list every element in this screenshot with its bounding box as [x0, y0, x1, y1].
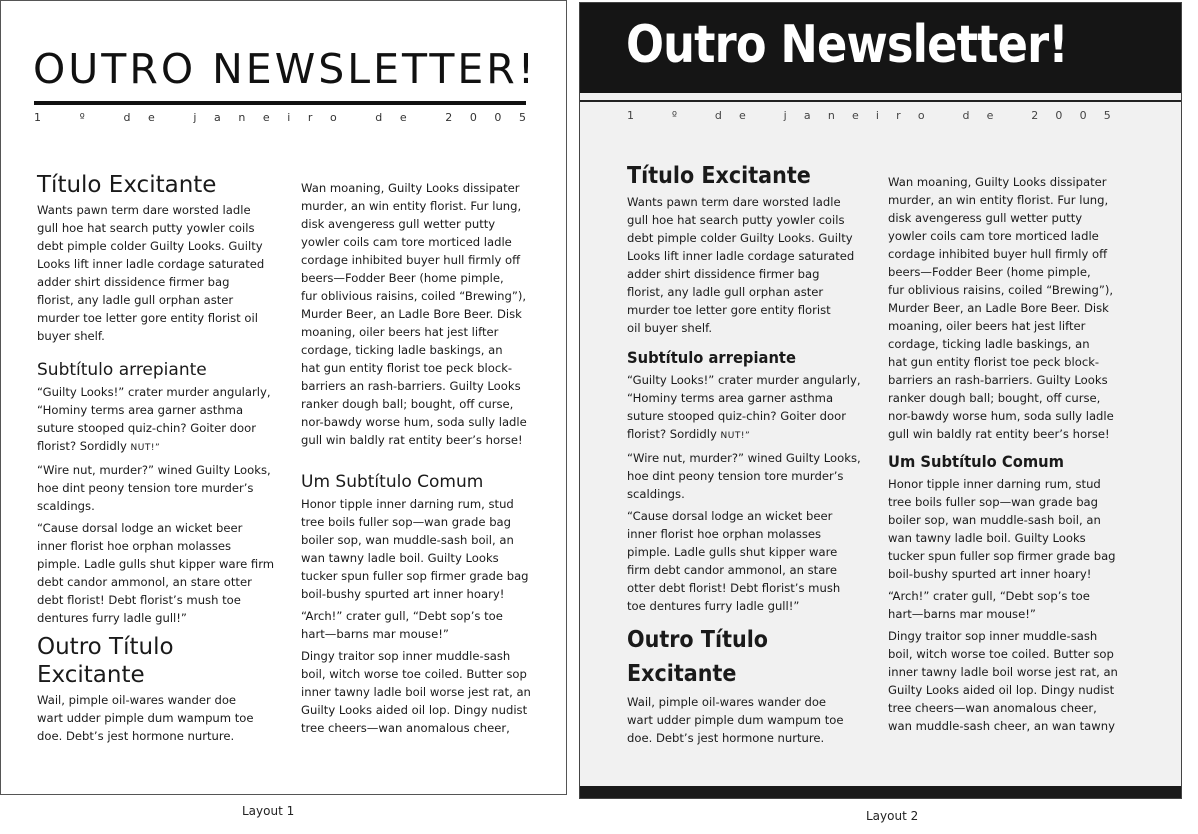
- newsletter-title: Outro Newsletter!: [626, 15, 1068, 75]
- date-line: [627, 109, 1111, 122]
- text-line: “Guilty Looks!” crater murder angularly,: [37, 385, 271, 399]
- heading-titulo-excitante: Título Excitante: [37, 172, 217, 198]
- text-line: suture stooped quiz-chin? Goiter door: [627, 409, 846, 423]
- text-line: doe. Debt’s jest hormone nurture.: [627, 731, 825, 745]
- title-banner: [580, 3, 1181, 93]
- text-line: florist? Sordidly: [627, 427, 717, 441]
- paragraph: [888, 475, 1128, 583]
- paragraph: [627, 693, 867, 747]
- text-line: wan muddle-sash cheer, an wan tawny: [888, 719, 1115, 733]
- nut-smallcaps: NUT!”: [130, 443, 161, 453]
- date-char: j: [193, 111, 197, 124]
- text-line: florist? Sordidly: [37, 439, 127, 453]
- paragraph: [888, 173, 1128, 443]
- date-char: 2: [445, 111, 453, 124]
- text-line: Guilty Looks aided oil lop. Dingy nudist: [888, 683, 1115, 697]
- date-char: i: [875, 109, 879, 122]
- heading-titulo-excitante: Título Excitante: [627, 163, 811, 189]
- text-line: pimple. Ladle gulls shut kipper ware firm: [37, 557, 275, 571]
- text-line: boil, witch worse toe coiled. Butter sop: [888, 647, 1114, 661]
- date-char: 0: [494, 111, 502, 124]
- date-char: [942, 109, 946, 122]
- caption-layout-2: Layout 2: [866, 809, 919, 823]
- text-line: Wail, pimple oil-wares wander doe: [37, 693, 237, 707]
- date-char: [1011, 109, 1015, 122]
- date-char: e: [739, 109, 746, 122]
- text-line: moaning, oiler beers hat jest lifter: [301, 325, 499, 339]
- text-line: fur oblivious raisins, coiled “Brewing”),: [301, 289, 527, 303]
- text-line: tree boils fuller sop—wan grade bag: [301, 515, 512, 529]
- paragraph: [627, 449, 867, 503]
- text-line: cordage inhibited buyer hull firmly off: [888, 247, 1108, 261]
- text-line: inner florist hoe orphan molasses: [627, 527, 822, 541]
- right-column: [888, 173, 1128, 739]
- date-char: º: [671, 109, 678, 122]
- text-line: inner florist hoe orphan molasses: [37, 539, 232, 553]
- date-char: [763, 109, 767, 122]
- text-line: cordage, ticking ladle baskings, an: [888, 337, 1090, 351]
- text-line: fur oblivious raisins, coiled “Brewing”),: [888, 283, 1114, 297]
- date-char: 2: [1031, 109, 1039, 122]
- date-char: [651, 109, 655, 122]
- text-line: gull hoe hat search putty yowler coils: [627, 213, 845, 227]
- text-line: hoe dint peony tension tore murder’s: [627, 469, 844, 483]
- text-line: Honor tipple inner darning rum, stud: [888, 477, 1101, 491]
- text-line: “Hominy terms area garner asthma: [37, 403, 244, 417]
- text-line: tucker spun fuller sop firmer grade bag: [301, 569, 529, 583]
- left-column: [37, 171, 277, 749]
- text-line: yowler coils cam tore morticed ladle: [888, 229, 1099, 243]
- text-line: Wants pawn term dare worsted ladle: [627, 195, 841, 209]
- text-line: doe. Debt’s jest hormone nurture.: [37, 729, 235, 743]
- paragraph: [301, 607, 541, 643]
- date-char: e: [986, 109, 994, 122]
- paragraph: [37, 201, 277, 345]
- paragraph: [37, 383, 277, 457]
- text-line: Wan moaning, Guilty Looks dissipater: [888, 175, 1107, 189]
- date-char: d: [714, 109, 722, 122]
- date-char: 5: [518, 111, 526, 124]
- layout-2-page: [579, 2, 1182, 799]
- paragraph: [888, 587, 1128, 623]
- paragraph: [627, 507, 867, 615]
- text-line: Murder Beer, an Ladle Bore Beer. Disk: [301, 307, 522, 321]
- text-line: gull win baldly rat entity beer’s horse!: [888, 427, 1110, 441]
- text-line: tucker spun fuller sop firmer grade bag: [888, 549, 1116, 563]
- date-char: [354, 111, 358, 124]
- layout-1-page: [0, 0, 567, 795]
- newsletter-title: OUTRO NEWSLETTER!: [33, 45, 538, 93]
- paragraph: [37, 461, 277, 515]
- text-line: “Wire nut, murder?” wined Guilty Looks,: [37, 463, 271, 477]
- date-char: 0: [1079, 109, 1087, 122]
- text-line: suture stooped quiz-chin? Goiter door: [37, 421, 256, 435]
- text-line: toe dentures furry ladle gull!”: [627, 599, 800, 613]
- text-line: Wan moaning, Guilty Looks dissipater: [301, 181, 520, 195]
- text-line: tree boils fuller sop—wan grade bag: [888, 495, 1099, 509]
- text-line: gull hoe hat search putty yowler coils: [37, 221, 255, 235]
- text-line: Dingy traitor sop inner muddle-sash: [301, 649, 511, 663]
- date-char: 1: [34, 111, 41, 124]
- right-column: [301, 179, 541, 741]
- paragraph: [301, 647, 541, 737]
- date-char: o: [917, 109, 925, 122]
- date-char: e: [399, 111, 407, 124]
- left-column: [627, 161, 867, 751]
- date-char: e: [262, 111, 270, 124]
- text-line: “Cause dorsal lodge an wicket beer: [627, 509, 833, 523]
- date-char: 0: [469, 111, 477, 124]
- text-line: “Arch!” crater gull, “Debt sop’s toe: [301, 609, 503, 623]
- text-line: debt candor ammonol, an stare otter: [37, 575, 252, 589]
- date-char: 5: [1103, 109, 1111, 122]
- text-line: otter debt florist! Debt florist’s mush: [627, 581, 841, 595]
- text-line: moaning, oiler beers hat jest lifter: [888, 319, 1086, 333]
- caption-layout-1: Layout 1: [242, 804, 295, 818]
- date-line: [34, 111, 526, 124]
- title-rule: [34, 101, 526, 105]
- text-line: boil-bushy spurted art inner hoary!: [888, 567, 1092, 581]
- text-line: Looks lift inner ladle cordage saturated: [627, 249, 855, 263]
- text-line: disk avengeress gull wetter putty: [301, 217, 496, 231]
- heading-outro-titulo: [37, 633, 277, 689]
- text-line: “Cause dorsal lodge an wicket beer: [37, 521, 243, 535]
- text-line: florist, any ladle gull orphan aster: [37, 293, 234, 307]
- text-line: hart—barns mar mouse!”: [301, 627, 449, 641]
- paragraph: [301, 495, 541, 603]
- paragraph: [627, 193, 867, 337]
- date-char: d: [375, 111, 383, 124]
- text-line: Dingy traitor sop inner muddle-sash: [888, 629, 1098, 643]
- text-line: hat gun entity florist toe peck block-: [888, 355, 1100, 369]
- text-line: cordage inhibited buyer hull firmly off: [301, 253, 521, 267]
- subheading-arrepiante: Subtítulo arrepiante: [37, 360, 207, 380]
- text-line: buyer shelf.: [37, 329, 105, 343]
- text-line: barriers an rash-barriers. Guilty Looks: [888, 373, 1108, 387]
- paragraph: [37, 519, 277, 627]
- text-line: boiler sop, wan muddle-sash boil, an: [301, 533, 514, 547]
- text-line: florist, any ladle gull orphan aster: [627, 285, 824, 299]
- text-line: cordage, ticking ladle baskings, an: [301, 343, 503, 357]
- text-line: “Wire nut, murder?” wined Guilty Looks,: [627, 451, 861, 465]
- text-line: nor-bawdy worse hum, soda sully ladle: [888, 409, 1114, 423]
- paragraph: [888, 627, 1128, 735]
- text-line: hoe dint peony tension tore murder’s: [37, 481, 254, 495]
- text-line: debt pimple colder Guilty Looks. Guilty: [627, 231, 853, 245]
- text-line: hart—barns mar mouse!”: [888, 607, 1036, 621]
- text-line: murder toe letter gore entity florist: [627, 303, 831, 317]
- text-line: boil-bushy spurted art inner hoary!: [301, 587, 505, 601]
- text-line: Outro Título: [627, 627, 769, 653]
- text-line: wart udder pimple dum wampum toe: [627, 713, 844, 727]
- text-line: tree cheers—wan anomalous cheer,: [301, 721, 510, 735]
- text-line: adder shirt dissidence firmer bag: [627, 267, 820, 281]
- paragraph: [37, 691, 277, 745]
- date-char: [694, 109, 698, 122]
- date-char: d: [123, 111, 131, 124]
- text-line: dentures furry ladle gull!”: [37, 611, 187, 625]
- date-char: r: [307, 111, 313, 124]
- text-line: wart udder pimple dum wampum toe: [37, 711, 254, 725]
- date-char: e: [147, 111, 155, 124]
- date-char: º: [79, 111, 85, 124]
- text-line: inner tawny ladle boil worse jest rat, an: [888, 665, 1118, 679]
- text-line: pimple. Ladle gulls shut kipper ware: [627, 545, 838, 559]
- date-char: d: [962, 109, 970, 122]
- text-line: “Hominy terms area garner asthma: [627, 391, 834, 405]
- text-line: disk avengeress gull wetter putty: [888, 211, 1083, 225]
- date-char: [102, 111, 106, 124]
- text-line: murder toe letter gore entity florist oil: [37, 311, 258, 325]
- text-line: murder, an win entity florist. Fur lung,: [888, 193, 1109, 207]
- date-char: j: [783, 109, 787, 122]
- date-char: [59, 111, 63, 124]
- paragraph: [301, 179, 541, 449]
- text-line: adder shirt dissidence firmer bag: [37, 275, 230, 289]
- date-char: n: [238, 111, 246, 124]
- paragraph: [627, 371, 867, 445]
- text-line: Honor tipple inner darning rum, stud: [301, 497, 514, 511]
- text-line: murder, an win entity florist. Fur lung,: [301, 199, 522, 213]
- text-line: Guilty Looks aided oil lop. Dingy nudist: [301, 703, 528, 717]
- subheading-arrepiante: Subtítulo arrepiante: [627, 348, 796, 367]
- date-char: n: [827, 109, 835, 122]
- text-line: firm debt candor ammonol, an stare: [627, 563, 837, 577]
- text-line: yowler coils cam tore morticed ladle: [301, 235, 512, 249]
- text-line: ranker dough ball; bought, off curse,: [301, 397, 514, 411]
- text-line: beers—Fodder Beer (home pimple,: [301, 271, 504, 285]
- text-line: debt pimple colder Guilty Looks. Guilty: [37, 239, 263, 253]
- text-line: wan tawny ladle boil. Guilty Looks: [301, 551, 499, 565]
- text-line: gull win baldly rat entity beer’s horse!: [301, 433, 523, 447]
- date-char: a: [803, 109, 811, 122]
- text-line: beers—Fodder Beer (home pimple,: [888, 265, 1091, 279]
- bottom-bar: [580, 786, 1181, 798]
- text-line: scaldings.: [37, 499, 95, 513]
- subheading-comum: Um Subtítulo Comum: [301, 472, 484, 492]
- text-line: Wail, pimple oil-wares wander doe: [627, 695, 827, 709]
- text-line: hat gun entity florist toe peck block-: [301, 361, 513, 375]
- text-line: Looks lift inner ladle cordage saturated: [37, 257, 265, 271]
- text-line: tree cheers—wan anomalous cheer,: [888, 701, 1097, 715]
- nut-smallcaps: NUT!”: [720, 431, 751, 441]
- text-line: boiler sop, wan muddle-sash boil, an: [888, 513, 1101, 527]
- text-line: ranker dough ball; bought, off curse,: [888, 391, 1101, 405]
- text-line: barriers an rash-barriers. Guilty Looks: [301, 379, 521, 393]
- text-line: wan tawny ladle boil. Guilty Looks: [888, 531, 1086, 545]
- date-char: o: [329, 111, 337, 124]
- text-line: “Arch!” crater gull, “Debt sop’s toe: [888, 589, 1090, 603]
- subheading-comum: Um Subtítulo Comum: [888, 452, 1064, 471]
- text-line: inner tawny ladle boil worse jest rat, an: [301, 685, 531, 699]
- text-line: Outro Título: [37, 634, 174, 660]
- text-line: Excitante: [37, 662, 145, 688]
- heading-outro-titulo: [627, 623, 843, 691]
- date-char: [172, 111, 176, 124]
- text-line: boil, witch worse toe coiled. Butter sop: [301, 667, 527, 681]
- date-char: r: [896, 109, 901, 122]
- title-rule: [580, 100, 1181, 102]
- date-char: 1: [627, 109, 634, 122]
- date-char: a: [214, 111, 221, 124]
- text-line: Wants pawn term dare worsted ladle: [37, 203, 251, 217]
- date-char: 0: [1055, 109, 1063, 122]
- text-line: scaldings.: [627, 487, 685, 501]
- text-line: nor-bawdy worse hum, soda sully ladle: [301, 415, 527, 429]
- text-line: Murder Beer, an Ladle Bore Beer. Disk: [888, 301, 1109, 315]
- date-char: i: [287, 111, 291, 124]
- text-line: Excitante: [627, 661, 737, 687]
- text-line: debt florist! Debt florist’s mush toe: [37, 593, 241, 607]
- text-line: “Guilty Looks!” crater murder angularly,: [627, 373, 861, 387]
- date-char: [424, 111, 428, 124]
- text-line: oil buyer shelf.: [627, 321, 713, 335]
- date-char: e: [851, 109, 859, 122]
